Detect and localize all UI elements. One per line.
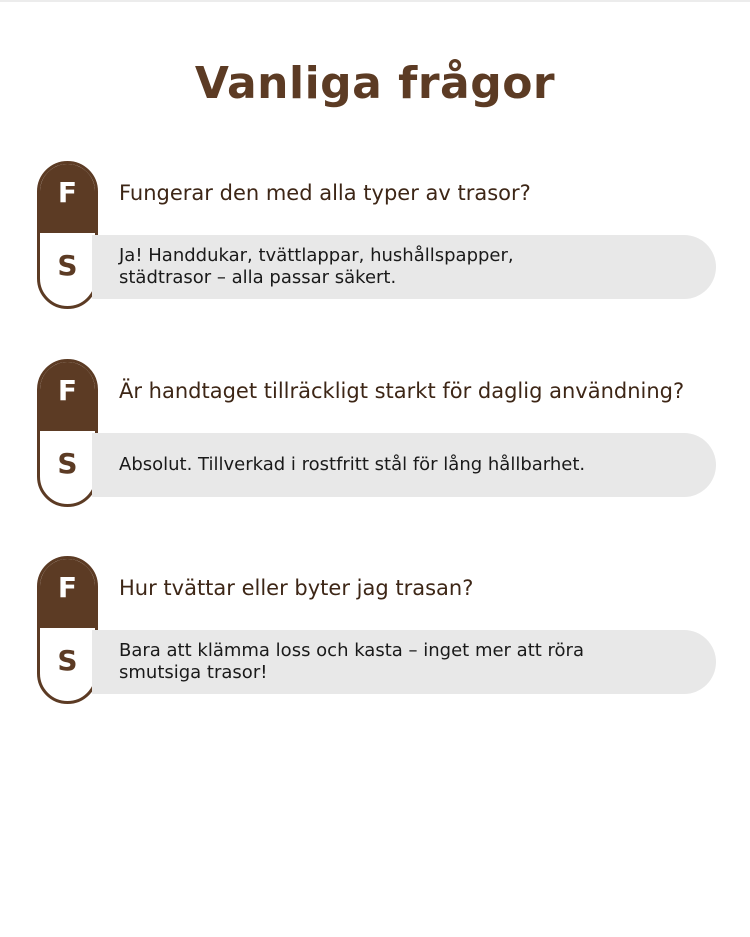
page-title: Vanliga frågor	[194, 58, 556, 109]
faq-item	[0, 556, 750, 706]
answer-letter: S	[57, 249, 78, 282]
faq-question: Hur tvättar eller byter jag trasan?	[119, 576, 474, 600]
faq-item	[0, 359, 750, 509]
faq-question: Fungerar den med alla typer av trasor?	[119, 181, 531, 205]
faq-badge	[37, 161, 98, 309]
faq-answer-box	[92, 630, 716, 694]
faq-answer: Ja! Handdukar, tvättlappar, hushållspapper, städtrasor – alla passar säkert.	[119, 245, 514, 288]
answer-letter: S	[57, 447, 78, 480]
faq-answer: Bara att klämma loss och kasta – inget mer att röra smutsiga trasor!	[119, 640, 584, 683]
answer-letter: S	[57, 644, 78, 677]
faq-answer: Absolut. Tillverkad i rostfritt stål för lång hållbarhet.	[119, 454, 586, 475]
faq-badge	[37, 359, 98, 507]
faq-badge	[37, 556, 98, 704]
faq-question: Är handtaget tillräckligt starkt för daglig användning?	[119, 379, 685, 403]
question-letter: F	[57, 571, 78, 604]
question-letter: F	[57, 374, 78, 407]
faq-answer-box	[92, 235, 716, 299]
faq-answer-box	[92, 433, 716, 497]
question-letter: F	[57, 176, 78, 209]
faq-item	[0, 161, 750, 311]
top-divider	[0, 0, 750, 2]
